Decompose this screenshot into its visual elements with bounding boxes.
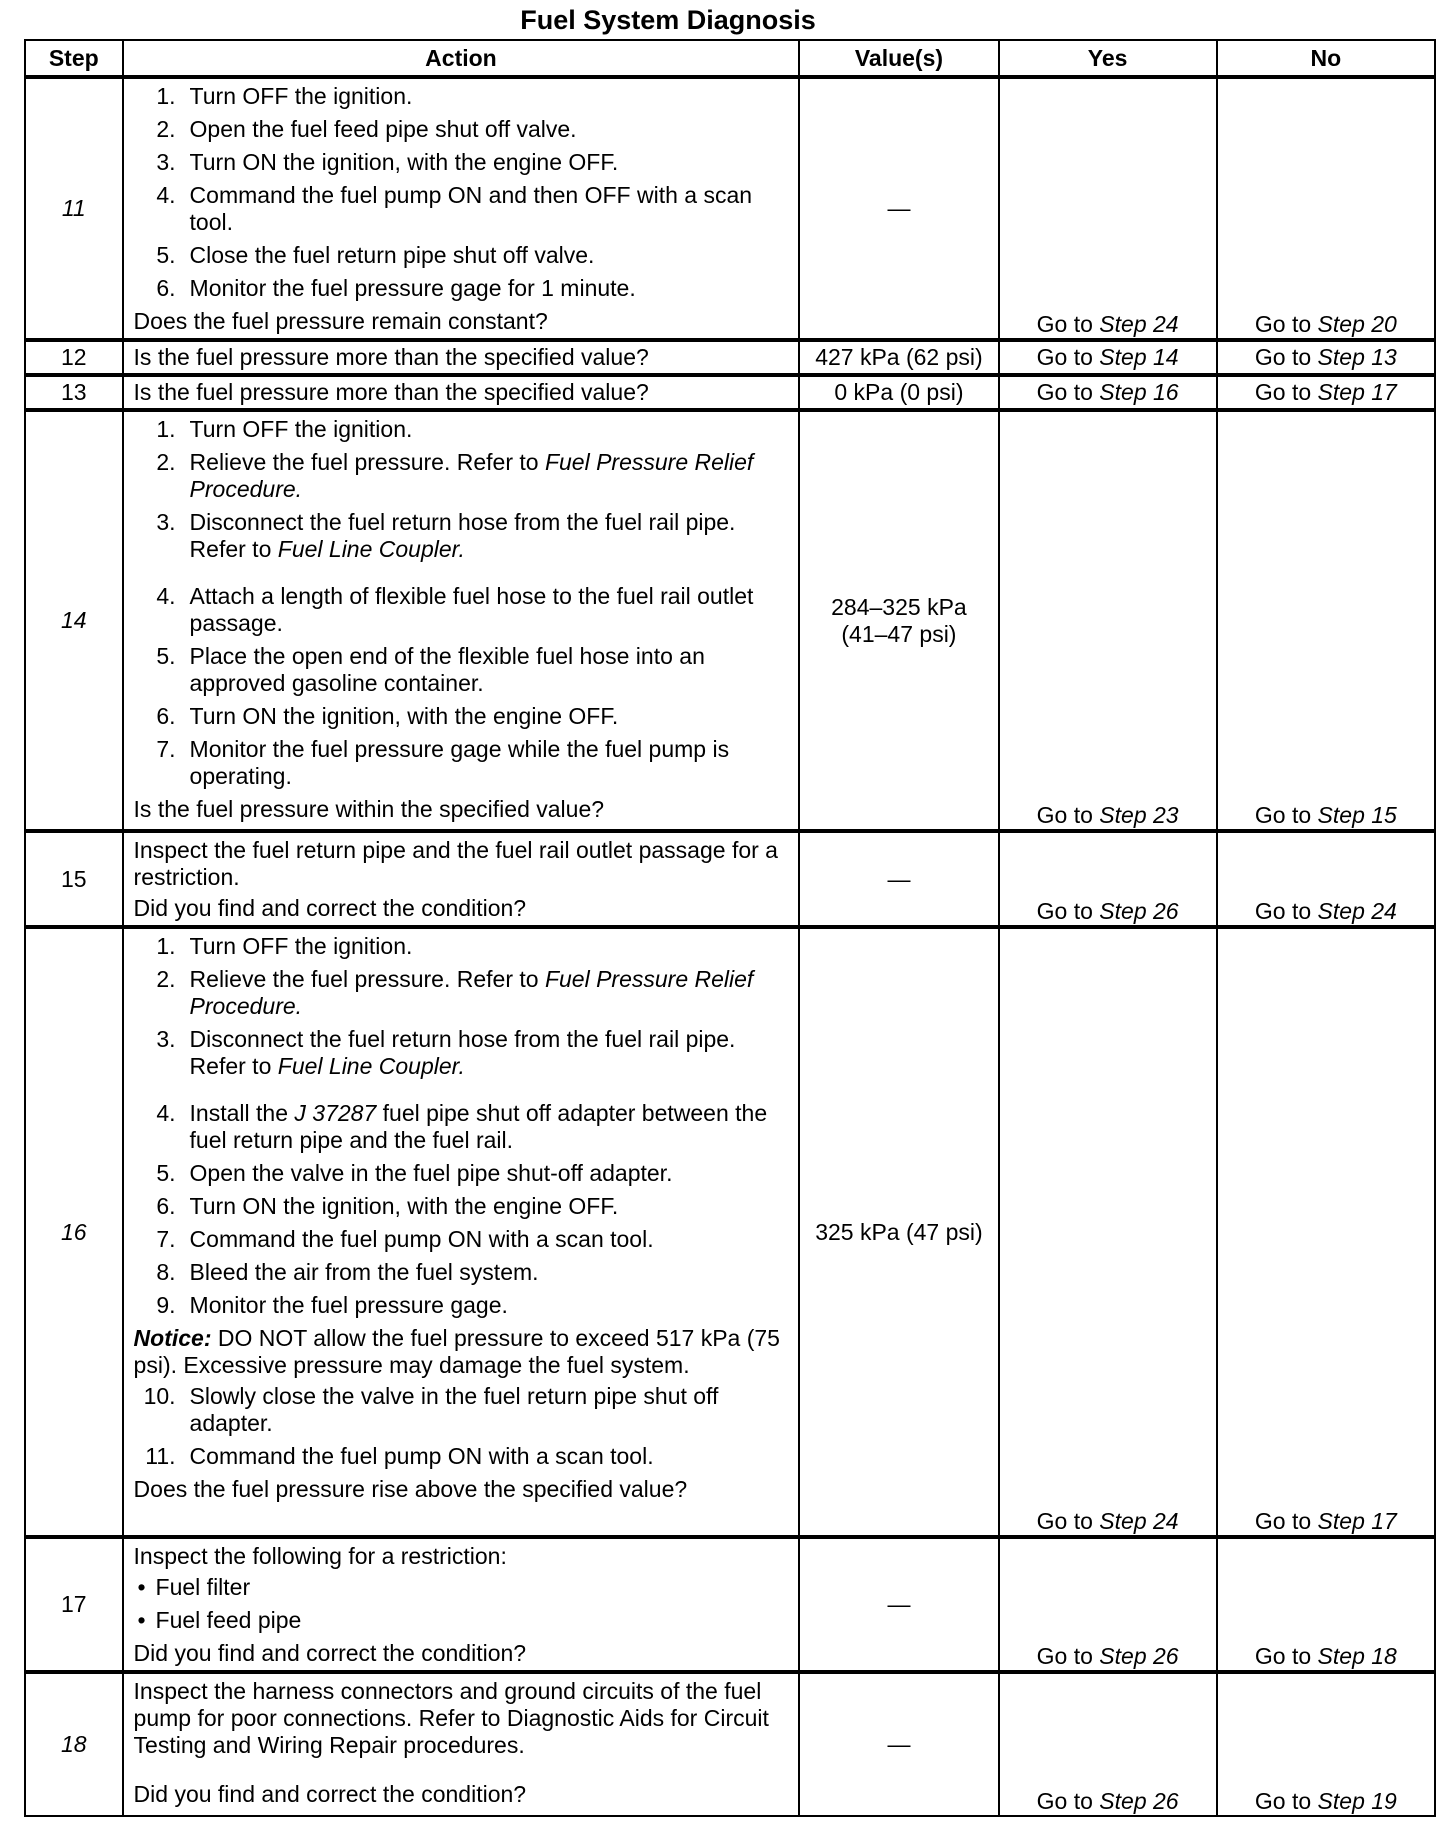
action-item: Turn OFF the ignition.: [189, 83, 413, 109]
yes-cell: Go to Step 24: [999, 77, 1217, 340]
value-cell: —: [799, 831, 998, 927]
no-cell: Go to Step 13: [1217, 340, 1435, 375]
table-row: [25, 927, 1435, 1537]
page-title: Fuel System Diagnosis: [520, 5, 816, 35]
no-cell: Go to Step 15: [1217, 410, 1435, 831]
step-number: 12: [25, 340, 123, 375]
value-cell: 427 kPa (62 psi): [799, 340, 998, 375]
action-item: Turn ON the ignition, with the engine OFF.: [189, 703, 619, 729]
action-cell: 1. Turn OFF the ignition. 2. Open the fuel feed pipe shut off valve. 3. Turn ON the ignition, with the engine OFF. 4. Command the fuel pump ON and then OFF with a scan tool. 5. Close the fuel return pipe shut off valve. 6. Monitor the fuel pressure gage for 1 minute. Does the fuel pressure remain constant?: [123, 77, 800, 340]
action-item: Bleed the air from the fuel system.: [189, 1259, 539, 1285]
step-number: 15: [25, 831, 123, 927]
action-item: Command the fuel pump ON with a scan tool.: [189, 1226, 654, 1252]
yes-step-ref: Step 26: [1099, 1788, 1179, 1814]
procedure-ref: Fuel Line Coupler.: [277, 1053, 465, 1079]
yes-step-ref: Step 16: [1099, 379, 1179, 405]
header-no: No: [1217, 40, 1435, 77]
action-item: Slowly close the valve in the fuel return pipe shut off adapter.: [189, 1383, 719, 1436]
question: Did you find and correct the condition?: [133, 1781, 527, 1807]
action-text: Inspect the harness connectors and ground circuits of the fuel pump for poor connections. Refer to Diagnostic Aids for Circuit Testing and Wiring Repair procedures.: [133, 1678, 769, 1758]
action-item: Open the fuel feed pipe shut off valve.: [189, 116, 577, 142]
no-cell: Go to Step 18: [1217, 1537, 1435, 1672]
notice-text: DO NOT allow the fuel pressure to exceed 517 kPa (75 psi). Excessive pressure may damage the fuel system.: [133, 1325, 780, 1378]
action-item: Install the: [189, 1100, 288, 1126]
action-cell: [123, 375, 800, 410]
step-number: 17: [25, 1537, 123, 1672]
action-item: Disconnect the fuel return hose from the fuel rail pipe. Refer to: [189, 1026, 736, 1079]
value-cell: 0 kPa (0 psi): [799, 375, 998, 410]
step-number: 18: [25, 1672, 123, 1816]
diagnosis-table: [24, 39, 1436, 1817]
action-item: Turn OFF the ignition.: [189, 933, 413, 959]
tool-ref: J 37287: [294, 1100, 377, 1126]
action-text: Inspect the fuel return pipe and the fuel rail outlet passage for a restriction.: [133, 837, 778, 890]
question: Is the fuel pressure more than the specified value?: [133, 344, 649, 370]
question: Is the fuel pressure within the specified value?: [133, 796, 605, 822]
action-item: Command the fuel pump ON and then OFF with a scan tool.: [189, 182, 753, 235]
header-row: [25, 40, 1435, 77]
procedure-ref: Fuel Pressure Relief Procedure.: [189, 449, 754, 502]
action-item: Monitor the fuel pressure gage for 1 minute.: [189, 275, 636, 301]
no-cell: Go to Step 19: [1217, 1672, 1435, 1816]
yes-step-ref: Step 14: [1099, 344, 1179, 370]
no-step-ref: Step 20: [1317, 311, 1397, 337]
question: Did you find and correct the condition?: [133, 1640, 527, 1666]
action-item: Open the valve in the fuel pipe shut-off adapter.: [189, 1160, 673, 1186]
value-cell: —: [799, 1537, 998, 1672]
no-cell: Go to Step 20: [1217, 77, 1435, 340]
yes-step-ref: Step 23: [1099, 802, 1179, 828]
value-cell: [799, 410, 998, 831]
action-item: Close the fuel return pipe shut off valve.: [189, 242, 595, 268]
action-item: Monitor the fuel pressure gage.: [189, 1292, 508, 1318]
question: Does the fuel pressure remain constant?: [133, 308, 548, 334]
no-step-ref: Step 17: [1317, 1508, 1397, 1534]
yes-step-ref: Step 26: [1099, 1643, 1179, 1669]
no-cell: Go to Step 24: [1217, 831, 1435, 927]
action-item: Disconnect the fuel return hose from the fuel rail pipe. Refer to: [189, 509, 736, 562]
action-cell: [123, 1672, 800, 1816]
header-step: Step: [25, 40, 123, 77]
value-cell: 325 kPa (47 psi): [799, 927, 998, 1537]
table-row: [25, 410, 1435, 831]
yes-step-ref: Step 24: [1099, 1508, 1179, 1534]
yes-step-ref: Step 24: [1099, 311, 1179, 337]
action-item: Relieve the fuel pressure. Refer to: [189, 966, 539, 992]
procedure-ref: Fuel Line Coupler.: [277, 536, 465, 562]
table-row: [25, 340, 1435, 375]
action-item: Monitor the fuel pressure gage while the fuel pump is operating.: [189, 736, 730, 789]
action-cell: 1. Turn OFF the ignition. 2. Relieve the fuel pressure. Refer to Fuel Pressure Relief Procedure. 3. Disconnect the fuel return hose from the fuel rail pipe. Refer to Fuel Line Coupler. 4. Install the J 37287 fuel pipe shut off adapter between the fuel return pipe and the fuel rail. 5. Open the valve in the fuel pipe shut-off adapter. 6. Turn ON the ignition, with the engine OFF. 7. Command the fuel pump ON with a scan tool. 8. Bleed the air from the fuel system. 9. Monitor the fuel pressure gage. Notice: DO NOT allow the fuel pressure to exceed 517 kPa (75 psi). Excessive pressure may damage the fuel system. 10. Slowly close the valve in the fuel return pipe shut off adapter. 11. Command the fuel pump ON with a scan tool. Does the fuel pressure rise above the specified value?: [123, 927, 800, 1537]
yes-step-ref: Step 26: [1099, 898, 1179, 924]
list-item: • Fuel feed pipe: [134, 1607, 791, 1634]
no-step-ref: Step 17: [1317, 379, 1397, 405]
notice-label: Notice:: [133, 1325, 212, 1351]
question: Did you find and correct the condition?: [133, 895, 527, 921]
table-row: [25, 375, 1435, 410]
table-row: [25, 1672, 1435, 1816]
step-number: 16: [25, 927, 123, 1537]
step-number: 11: [25, 77, 123, 340]
no-step-ref: Step 24: [1317, 898, 1397, 924]
no-cell: Go to Step 17: [1217, 927, 1435, 1537]
action-cell: [123, 1537, 800, 1672]
action-cell: [123, 831, 800, 927]
table-row: [25, 77, 1435, 340]
action-item: fuel pipe shut off adapter between the fuel return pipe and the fuel rail.: [189, 1100, 768, 1153]
action-item: Turn ON the ignition, with the engine OFF.: [189, 149, 619, 175]
procedure-ref: Fuel Pressure Relief Procedure.: [189, 966, 754, 1019]
header-yes: Yes: [999, 40, 1217, 77]
no-step-ref: Step 18: [1317, 1643, 1397, 1669]
action-cell: 1. Turn OFF the ignition. 2. Relieve the fuel pressure. Refer to Fuel Pressure Relief Procedure. 3. Disconnect the fuel return hose from the fuel rail pipe. Refer to Fuel Line Coupler. 4. Attach a length of flexible fuel hose to the fuel rail outlet passage. 5. Place the open end of the flexible fuel hose into an approved gasoline container. 6. Turn ON the ignition, with the engine OFF. 7. Monitor the fuel pressure gage while the fuel pump is operating. Is the fuel pressure within the specified value?: [123, 410, 800, 831]
value-cell: —: [799, 1672, 998, 1816]
action-cell: [123, 340, 800, 375]
list-item: • Fuel filter: [134, 1574, 791, 1601]
no-step-ref: Step 13: [1317, 344, 1397, 370]
value-cell: —: [799, 77, 998, 340]
yes-cell: Go to Step 14: [999, 340, 1217, 375]
step-number: 14: [25, 410, 123, 831]
action-item: Turn OFF the ignition.: [189, 416, 413, 442]
action-item: Turn ON the ignition, with the engine OFF.: [189, 1193, 619, 1219]
step-number: 13: [25, 375, 123, 410]
yes-cell: Go to Step 26: [999, 1537, 1217, 1672]
action-item: Attach a length of flexible fuel hose to the fuel rail outlet passage.: [189, 583, 754, 636]
no-step-ref: Step 19: [1317, 1788, 1397, 1814]
table-row: [25, 831, 1435, 927]
action-item: Command the fuel pump ON with a scan tool.: [189, 1443, 654, 1469]
yes-cell: Go to Step 26: [999, 831, 1217, 927]
yes-cell: Go to Step 24: [999, 927, 1217, 1537]
value-line: 284–325 kPa: [831, 593, 967, 620]
question: Does the fuel pressure rise above the specified value?: [133, 1476, 688, 1502]
header-values: Value(s): [799, 40, 998, 77]
no-step-ref: Step 15: [1317, 802, 1397, 828]
yes-cell: Go to Step 26: [999, 1672, 1217, 1816]
action-item: Relieve the fuel pressure. Refer to: [189, 449, 539, 475]
notice: [134, 1325, 791, 1379]
no-cell: Go to Step 17: [1217, 375, 1435, 410]
yes-cell: Go to Step 23: [999, 410, 1217, 831]
action-text: Inspect the following for a restriction:: [133, 1543, 507, 1569]
question: Is the fuel pressure more than the specified value?: [133, 379, 649, 405]
action-item: Place the open end of the flexible fuel hose into an approved gasoline container.: [189, 643, 705, 696]
header-action: Action: [123, 40, 800, 77]
yes-cell: Go to Step 16: [999, 375, 1217, 410]
table-row: [25, 1537, 1435, 1672]
value-line: (41–47 psi): [841, 620, 957, 647]
